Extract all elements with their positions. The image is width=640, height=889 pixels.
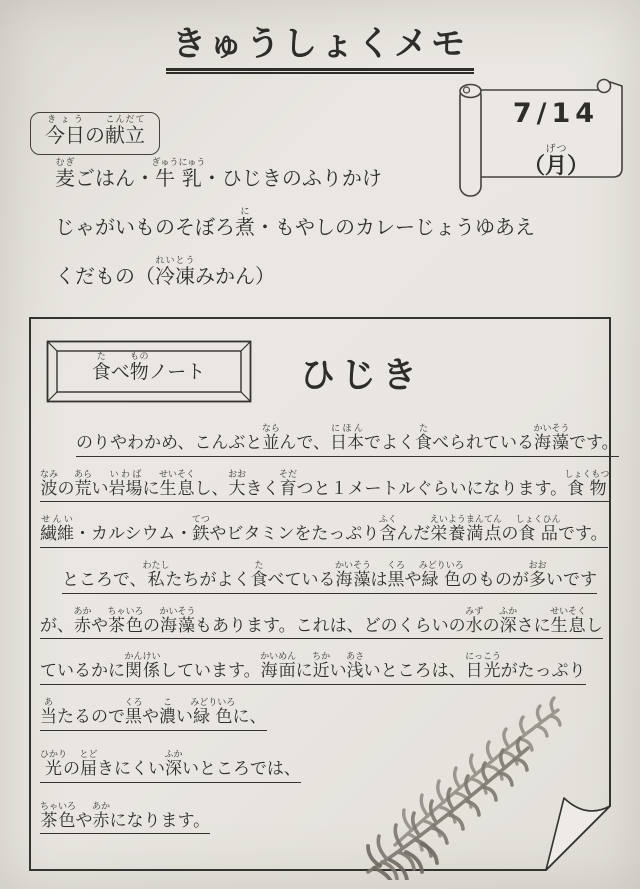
menu-section-label: 今日きょうの献立こんだて	[30, 112, 160, 155]
body-line: 繊維せんい・カルシウム・鉄てつやビタミンをたっぷり含ふくんだ栄養満点えいようまんてんの食品しょくひんです。	[40, 515, 608, 548]
note-topic-title: ひじき	[300, 356, 424, 396]
date-value: 7/14	[512, 98, 600, 129]
hijiki-seaweed-illustration	[340, 690, 625, 880]
menu-item: 麦むぎごはん・牛乳ぎゅうにゅう・ひじきのふりかけ	[55, 158, 382, 190]
menu-list	[55, 158, 595, 305]
body-line: 当あたるので黒くろや濃こい緑色みどりいろに、	[40, 698, 267, 731]
menu-item: くだもの（冷凍れいとうみかん）	[55, 256, 275, 288]
note-section-label: 食たべ物ものノート	[91, 352, 206, 383]
body-line: 光ひかりの届とどきにくい深ふかいところでは、	[40, 750, 301, 783]
body-line: のりやわかめ、こんぶと並ならんで、日本にほんでよく食たべられている海藻かいそうです。	[76, 424, 619, 457]
body-line: 茶色ちゃいろや赤あかになります。	[40, 802, 210, 835]
body-line: ところで、私わたしたちがよく食たべている海藻かいそうは黒くろや緑色みどりいろのものが多おおいです	[62, 561, 597, 594]
body-line: 波なみの荒あらい岩場いわばに生息せいそくし、大おおきく育そだつと１メートルぐらいになります。食物しょくもつ	[40, 470, 609, 503]
page-title: きゅうしょくメモ	[166, 16, 474, 71]
menu-item: じゃがいものそぼろ煮に・もやしのカレーじょうゆあえ	[55, 207, 535, 239]
body-line: が、赤あかや茶色ちゃいろの海藻かいそうもあります。これは、どのくらいの水みずの深ふかさに生息せいそくし	[40, 607, 603, 640]
weekday-value: （月げつ）	[522, 144, 590, 179]
body-line: ているかに関係かんけいしています。海面かいめんに近ちかい浅あさいところは、日光にっこうがたっぷり	[40, 652, 586, 685]
